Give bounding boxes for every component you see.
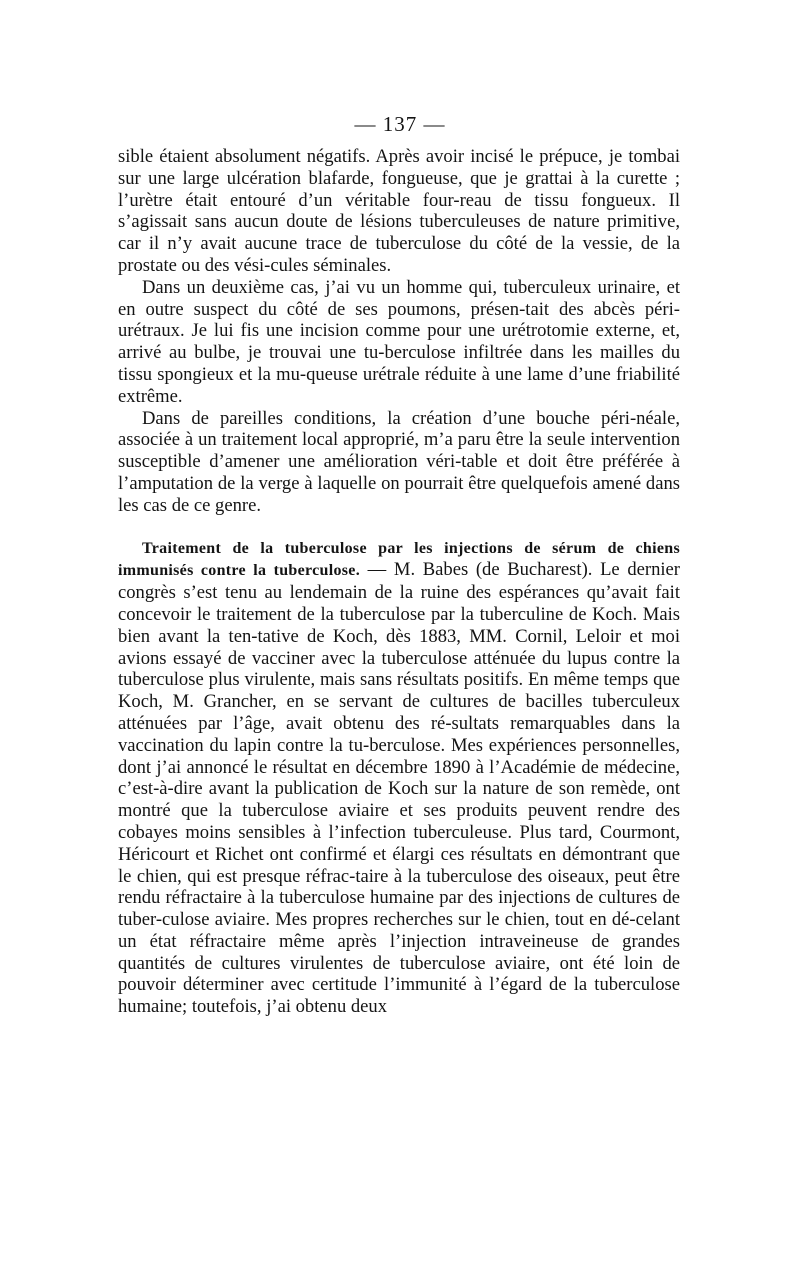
paragraph-continuation: sible étaient absolument négatifs. Après avoir incisé le prépuce, je tombai sur une large ulcération blafarde, fongueuse, que je grattai à la curette ; l’urètre était entouré d’un véritable four-reau de tissu fongueux. Il s’agissait sans aucun doute de lésions tuberculeuses de nature primitive, car il n’y avait aucune trace de tuberculose du côté de la vessie, de la prostate ou des vési-cules séminales.: [118, 146, 680, 276]
section-title: Traitement de la tuberculose par les injections de sérum de chiens immunisés contre la tuberculose.: [118, 539, 680, 580]
paragraph-conditions: Dans de pareilles conditions, la création d’une bouche péri-néale, associée à un traitement local approprié, m’a paru être la seule intervention susceptible d’amener une amélioration véri-table et doit être préférée à l’amputation de la verge à laquelle on pourrait être quelquefois amené dans les cas de ce genre.: [118, 407, 680, 516]
page-number: — 137 —: [354, 112, 446, 136]
paragraph-second-case: Dans un deuxième cas, j’ai vu un homme qui, tuberculeux urinaire, et en outre suspect du côté de ses poumons, présen-tait des abcès péri-urétraux. Je lui fis une incision comme pour une urétrotomie externe, et, arrivé au bulbe, je trouvai une tu-berculose infiltrée dans les mailles du tissu spongieux et la mu-queuse urétrale réduite à une lame d’une friabilité extrême.: [118, 276, 680, 407]
section-paragraph: [118, 537, 680, 1019]
text-column: [118, 146, 680, 1018]
section-body: Le dernier congrès s’est tenu au lendemain de la ruine des espérances qu’avait fait concevoir le traitement de la tuberculose par la tuberculine de Koch. Mais bien avant la ten-tative de Koch, dès 1883, MM. Cornil, Leloir et moi avions essayé de vacciner avec la tuberculose atténuée du lupus contre la tuberculose plus virulente, mais sans résultats positifs. En même temps que Koch, M. Grancher, en se servant de cultures de bacilles tuberculeux atténuées par l’âge, avait obtenu des ré-sultats remarquables dans la vaccination du lapin contre la tu-berculose. Mes expériences personnelles, dont j’ai annoncé le résultat en décembre 1890 à l’Académie de médecine, c’est-à-dire avant la publication de Koch sur la nature de son remède, ont montré que la tuberculose aviaire et ses produits peuvent rendre des cobayes moins sensibles à l’infection tuberculeuse. Plus tard, Courmont, Héricourt et Richet ont confirmé et élargi ces résultats en démontrant que le chien, qui est presque réfrac-taire à la tuberculose des oiseaux, peut être rendu réfractaire à la tuberculose humaine par des injections de cultures de tuber-culose aviaire. Mes propres recherches sur le chien, tout en dé-celant un état réfractaire même après l’injection intraveineuse de grandes quantités de cultures virulentes de tuberculose aviaire, ont été loin de pouvoir déterminer avec certitude l’immunité à l’égard de la tuberculose humaine; toutefois, j’ai obtenu deux: [118, 559, 680, 1018]
section-author: — M. Babes (de Bucharest).: [367, 559, 593, 581]
